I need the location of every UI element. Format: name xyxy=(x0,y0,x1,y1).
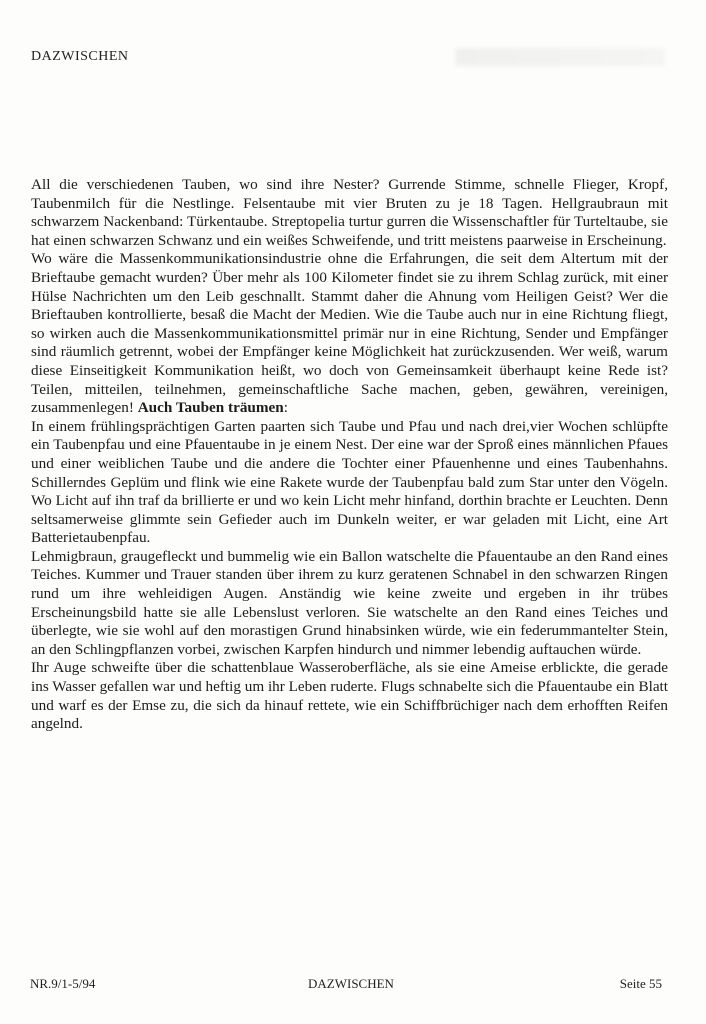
footer-page-number: Seite 55 xyxy=(619,976,662,991)
running-header: DAZWISCHEN xyxy=(31,49,129,64)
section-heading-inline: Auch Tauben träumen xyxy=(137,399,284,417)
footer-issue-number: NR.9/1-5/94 xyxy=(30,976,96,991)
paragraph-4: Lehmigbraun, graugefleckt und bummelig wie ein Ballon watschelte die Pfauentaube an den Rand eines Teiches. Kummer und Trauer standen über ihrem zu kurz geratenen Schnabel in den schwarzen Ringen rund um ihre wehleidigen Augen. Anständig wie keine zweite und ergeben in ihr trübes Erscheinungsbild hatte sie alle Lebenslust verloren. Sie watschelte an den Rand eines Teiches und überlegte, wie sie wohl auf den morastigen Grund hinabsinken würde, wie ein federummantelter Stein, an den Schlingpflanzen vorbei, zwischen Karpfen hindurch und nimmer lebendig auftauchen würde. xyxy=(31,547,668,658)
paragraph-3: In einem frühlingsprächtigen Garten paarten sich Taube und Pfau und nach drei,vier Wochen schlüpfte ein Taubenpfau und eine Pfauentaube in je einem Nest. Der eine war der Sproß eines männlichen Pfaues und einer weiblichen Taube und die andere die Tochter einer Pfauenhenne und eines Taubenhahns. Schillerndes Geplüm und flink wie eine Rakete wurde der Taubenpfau bald zum Star unter den Vögeln. Wo Licht auf ihn traf da brillierte er und wo kein Licht mehr hinfand, dorthin brachte er Leuchten. Denn seltsamerweise glimmte sein Gefieder auch im Dunkeln weiter, er war geladen mit Licht, eine Art Batterietaubenpfau. xyxy=(31,417,668,547)
paragraph-2-tail: : xyxy=(283,399,288,417)
article-body xyxy=(31,176,668,734)
paragraph-5: Ihr Auge schweifte über die schattenblaue Wasseroberfläche, als sie eine Ameise erblickte, die gerade ins Wasser gefallen war und heftig um ihr Leben ruderte. Flugs schnabelte sich die Pfauentaube ein Blatt und warf es der Emse zu, die sich da hinauf rettete, wie ein Schiffbrüchiger nach dem erhofften Reifen angelnd. xyxy=(31,659,668,733)
paragraph-2 xyxy=(31,250,668,417)
footer-journal-name: DAZWISCHEN xyxy=(308,976,394,991)
paragraph-1: All die verschiedenen Tauben, wo sind ihre Nester? Gurrende Stimme, schnelle Flieger, Kropf, Taubenmilch für die Nestlinge. Felsentaube mit vier Bruten zu je 18 Tagen. Hellgraubraun mit schwarzem Nackenband: Türkentaube. Streptopelia turtur gurren die Wissenschaftler für Turteltaube, sie hat einen schwarzen Schwanz und ein weißes Schweifende, und tritt meistens paarweise in Erscheinung. xyxy=(31,176,668,249)
paragraph-2-text: Wo wäre die Massenkommunikationsindustrie ohne die Erfahrungen, die seit dem Altertum mit der Brieftaube gemacht wurden? Über mehr als 100 Kilometer findet sie zu ihrem Schlag zurück, mit einer Hülse Nachrichten um den Leib geschnallt. Stammt daher die Ahnung vom Heiligen Geist? Wer die Brieftauben kontrollierte, besaß die Macht der Medien. Wie die Taube auch nur in eine Richtung fliegt, so wirken auch die Massenkommunikationsmittel primär nur in eine Richtung, Sender und Empfänger sind räumlich getrennt, wobei der Empfänger keine Möglichkeit hat zurückzusenden. Wer weiß, warum diese Einseitigkeit Kommunikation heißt, wo doch von Gemeinsamkeit überhaupt keine Rede ist? Teilen, mitteilen, teilnehmen, gemeinschaftliche Sache machen, geben, gewähren, vereinigen, zusammenlegen! xyxy=(31,250,668,417)
bleed-through-shadow xyxy=(455,48,665,66)
